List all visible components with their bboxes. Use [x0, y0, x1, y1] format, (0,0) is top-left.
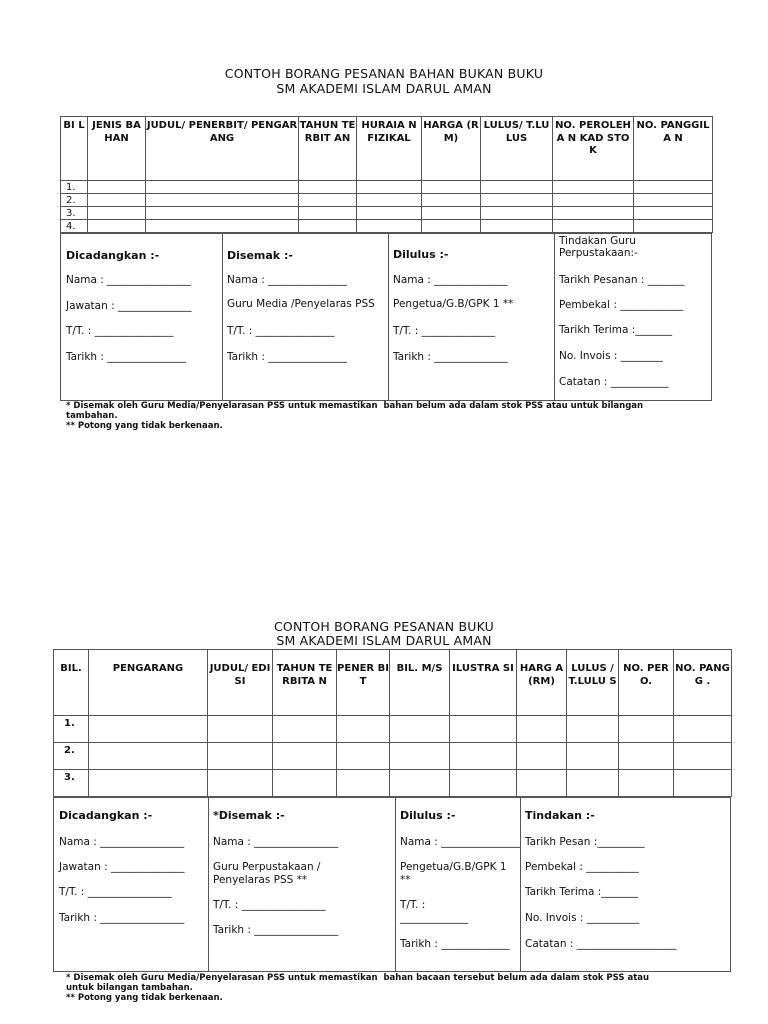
supplier-field[interactable]: Pembekal : ____________ — [559, 299, 684, 311]
table-row — [61, 220, 713, 233]
notes-field[interactable]: Catatan : ___________________ — [525, 938, 677, 950]
form2-header-cell: NO. PANGG . — [674, 650, 732, 716]
form1-header-cell: JUDUL/ PENERBIT/ PENGARANG — [146, 117, 299, 181]
table-cell[interactable] — [553, 207, 634, 220]
date-field[interactable]: Tarikh : ______________ — [393, 351, 508, 363]
date-field[interactable]: Tarikh : ________________ — [59, 912, 185, 924]
approver-role: Pengetua/G.B/GPK 1 — [400, 861, 507, 873]
row-number: 1. — [54, 716, 89, 743]
divider — [520, 798, 521, 971]
table-cell[interactable] — [450, 770, 517, 797]
signature-field[interactable]: T/T. : _______________ — [66, 325, 174, 337]
table-row — [54, 716, 732, 743]
table-cell[interactable] — [273, 743, 337, 770]
table-cell[interactable] — [619, 770, 674, 797]
form2-header-cell: JUDUL/ EDISI — [208, 650, 273, 716]
form1-header-cell: HURAIA N FIZIKAL — [357, 117, 422, 181]
table-cell[interactable] — [337, 770, 390, 797]
order-date-field[interactable]: Tarikh Pesan :_________ — [525, 836, 645, 848]
name-field[interactable]: Nama : ________________ — [59, 836, 185, 848]
form2-signature-box — [53, 797, 731, 972]
form2-table — [53, 649, 732, 797]
form1-table — [60, 116, 713, 233]
form2-subtitle: SM AKADEMI ISLAM DARUL AMAN — [276, 633, 492, 648]
table-row — [54, 743, 732, 770]
date-field[interactable]: Tarikh : _____________ — [400, 938, 510, 950]
table-cell[interactable] — [273, 716, 337, 743]
approved-heading: Dilulus :- — [393, 248, 449, 261]
table-cell[interactable] — [553, 194, 634, 207]
action-heading: Tindakan :- — [525, 809, 595, 822]
table-cell[interactable] — [146, 207, 299, 220]
form2-header-cell: NO. PERO. — [619, 650, 674, 716]
table-cell[interactable] — [357, 207, 422, 220]
checker-role: Penyelaras PSS ** — [213, 874, 308, 886]
position-field[interactable]: Jawatan : ______________ — [66, 300, 192, 312]
table-cell[interactable] — [208, 743, 273, 770]
table-cell[interactable] — [299, 220, 357, 233]
table-cell[interactable] — [619, 743, 674, 770]
form2-footnote: * Disemak oleh Guru Media/Penyelarasan PSS untuk memastikan bahan bacaan tersebut belum ada dalam stok PSS atau — [66, 973, 650, 983]
table-cell[interactable] — [146, 181, 299, 194]
table-cell[interactable] — [567, 743, 619, 770]
table-cell[interactable] — [567, 716, 619, 743]
table-cell[interactable] — [390, 743, 450, 770]
form1-header-row — [61, 117, 713, 181]
row-number: 2. — [54, 743, 89, 770]
table-cell[interactable] — [390, 770, 450, 797]
form2-header-cell: ILUSTRA SI — [450, 650, 517, 716]
divider — [554, 234, 555, 400]
signature-field[interactable]: T/T. : ________________ — [213, 899, 326, 911]
approver-role: Pengetua/G.B/GPK 1 ** — [393, 298, 514, 310]
form2-footnote: untuk bilangan tambahan. — [66, 983, 193, 993]
invoice-field[interactable]: No. Invois : ________ — [559, 350, 663, 362]
table-cell[interactable] — [674, 716, 732, 743]
row-number: 3. — [61, 207, 88, 220]
table-row — [54, 770, 732, 797]
signature-field[interactable]: T/T. : _______________ — [227, 325, 335, 337]
position-field[interactable]: Jawatan : ______________ — [59, 861, 185, 873]
table-cell[interactable] — [88, 181, 146, 194]
table-cell[interactable] — [450, 716, 517, 743]
table-cell[interactable] — [88, 207, 146, 220]
table-cell[interactable] — [422, 194, 481, 207]
table-cell[interactable] — [422, 181, 481, 194]
signature-field[interactable]: T/T. : ______________ — [393, 325, 496, 337]
form1-footnote: tambahan. — [66, 411, 118, 421]
order-date-field[interactable]: Tarikh Pesanan : _______ — [559, 274, 685, 286]
form1-title: CONTOH BORANG PESANAN BAHAN BUKAN BUKU — [224, 66, 544, 81]
form2-header-cell: LULUS / T.LULU S — [567, 650, 619, 716]
table-cell[interactable] — [517, 743, 567, 770]
table-cell[interactable] — [337, 716, 390, 743]
table-cell[interactable] — [146, 194, 299, 207]
table-row — [61, 194, 713, 207]
table-cell[interactable] — [89, 743, 208, 770]
checker-role: Guru Media /Penyelaras PSS — [227, 298, 375, 310]
divider — [395, 798, 396, 971]
form2-header-cell: TAHUN TERBITA N — [273, 650, 337, 716]
table-cell[interactable] — [357, 194, 422, 207]
form1-header-cell: NO. PANGGILA N — [634, 117, 713, 181]
form2-header-row — [54, 650, 732, 716]
form1-header-cell: BI L — [61, 117, 88, 181]
notes-field[interactable]: Catatan : ___________ — [559, 376, 669, 388]
form2-title: CONTOH BORANG PESANAN BUKU — [273, 619, 494, 634]
signature-label: T/T. : — [400, 899, 426, 911]
form2-header-cell: BIL. — [54, 650, 89, 716]
divider — [208, 798, 209, 971]
table-cell[interactable] — [337, 743, 390, 770]
name-field[interactable]: Nama : ______________ — [393, 274, 508, 286]
table-cell[interactable] — [517, 770, 567, 797]
divider — [388, 234, 389, 400]
table-row — [61, 181, 713, 194]
form1-header-cell: NO. PEROLEHA N KAD STOK — [553, 117, 634, 181]
received-date-field[interactable]: Tarikh Terima :_______ — [559, 324, 673, 336]
name-field[interactable]: Nama : ________________ — [66, 274, 192, 286]
form1-header-cell: LULUS/ T.LULUS — [481, 117, 553, 181]
table-cell[interactable] — [450, 743, 517, 770]
table-cell[interactable] — [517, 716, 567, 743]
table-cell[interactable] — [619, 716, 674, 743]
table-cell[interactable] — [390, 716, 450, 743]
form2-header-cell: HARG A (RM) — [517, 650, 567, 716]
supplier-field[interactable]: Pembekal : __________ — [525, 861, 639, 873]
table-cell[interactable] — [88, 220, 146, 233]
table-cell[interactable] — [299, 207, 357, 220]
form2-footnote: ** Potong yang tidak berkenaan. — [66, 993, 223, 1003]
form1-header-cell: HARGA (RM) — [422, 117, 481, 181]
table-cell[interactable] — [422, 207, 481, 220]
divider — [222, 234, 223, 400]
row-number: 1. — [61, 181, 88, 194]
table-cell[interactable] — [146, 220, 299, 233]
table-cell[interactable] — [88, 194, 146, 207]
signature-field[interactable]: T/T. : ________________ — [59, 886, 172, 898]
row-number: 3. — [54, 770, 89, 797]
row-number: 2. — [61, 194, 88, 207]
checked-heading: Disemak :- — [227, 249, 293, 262]
table-cell[interactable] — [89, 716, 208, 743]
form1-header-cell: TAHUN TERBIT AN — [299, 117, 357, 181]
form1-footnote: ** Potong yang tidak berkenaan. — [66, 421, 223, 431]
date-field[interactable]: Tarikh : ________________ — [213, 924, 339, 936]
checker-role: Guru Perpustakaan / — [213, 861, 321, 873]
row-number: 4. — [61, 220, 88, 233]
table-cell[interactable] — [357, 181, 422, 194]
name-field[interactable]: Nama : _______________ — [400, 836, 520, 848]
table-cell[interactable] — [634, 181, 713, 194]
form1-footnote: * Disemak oleh Guru Media/Penyelarasan PSS untuk memastikan bahan belum ada dalam stok PSS atau untuk bilangan — [66, 401, 644, 411]
name-field[interactable]: Nama : _______________ — [227, 274, 347, 286]
name-field[interactable]: Nama : ________________ — [213, 836, 339, 848]
proposed-heading: Dicadangkan :- — [59, 809, 153, 822]
proposed-heading: Dicadangkan :- — [66, 249, 160, 262]
table-cell[interactable] — [208, 716, 273, 743]
date-field[interactable]: Tarikh : _______________ — [66, 351, 187, 363]
table-cell[interactable] — [89, 770, 208, 797]
form1-header-cell: JENIS BAHAN — [88, 117, 146, 181]
date-field[interactable]: Tarikh : _______________ — [227, 351, 348, 363]
table-cell[interactable] — [634, 220, 713, 233]
form2-header-cell: BIL. M/S — [390, 650, 450, 716]
table-cell[interactable] — [208, 770, 273, 797]
table-cell[interactable] — [422, 220, 481, 233]
form2-header-cell: PENGARANG — [89, 650, 208, 716]
table-cell[interactable] — [481, 181, 553, 194]
table-cell[interactable] — [299, 194, 357, 207]
form1-subtitle: SM AKADEMI ISLAM DARUL AMAN — [276, 81, 492, 96]
table-cell[interactable] — [674, 770, 732, 797]
table-cell[interactable] — [634, 207, 713, 220]
table-cell[interactable] — [553, 220, 634, 233]
table-cell[interactable] — [674, 743, 732, 770]
table-cell[interactable] — [634, 194, 713, 207]
table-cell[interactable] — [299, 181, 357, 194]
table-cell[interactable] — [567, 770, 619, 797]
signature-field[interactable]: _____________ — [400, 912, 469, 924]
approver-role: ** — [400, 874, 411, 886]
invoice-field[interactable]: No. Invois : __________ — [525, 912, 640, 924]
form2-header-cell: PENER BIT — [337, 650, 390, 716]
table-cell[interactable] — [481, 220, 553, 233]
approved-heading: Dilulus :- — [400, 809, 456, 822]
library-action-heading: Perpustakaan:- — [559, 247, 638, 259]
table-cell[interactable] — [481, 207, 553, 220]
table-cell[interactable] — [357, 220, 422, 233]
checked-heading: *Disemak :- — [213, 809, 285, 822]
table-cell[interactable] — [273, 770, 337, 797]
table-cell[interactable] — [481, 194, 553, 207]
table-cell[interactable] — [553, 181, 634, 194]
library-action-heading: Tindakan Guru — [559, 235, 636, 247]
table-row — [61, 207, 713, 220]
received-date-field[interactable]: Tarikh Terima :_______ — [525, 886, 639, 898]
form1-signature-box — [60, 233, 712, 401]
